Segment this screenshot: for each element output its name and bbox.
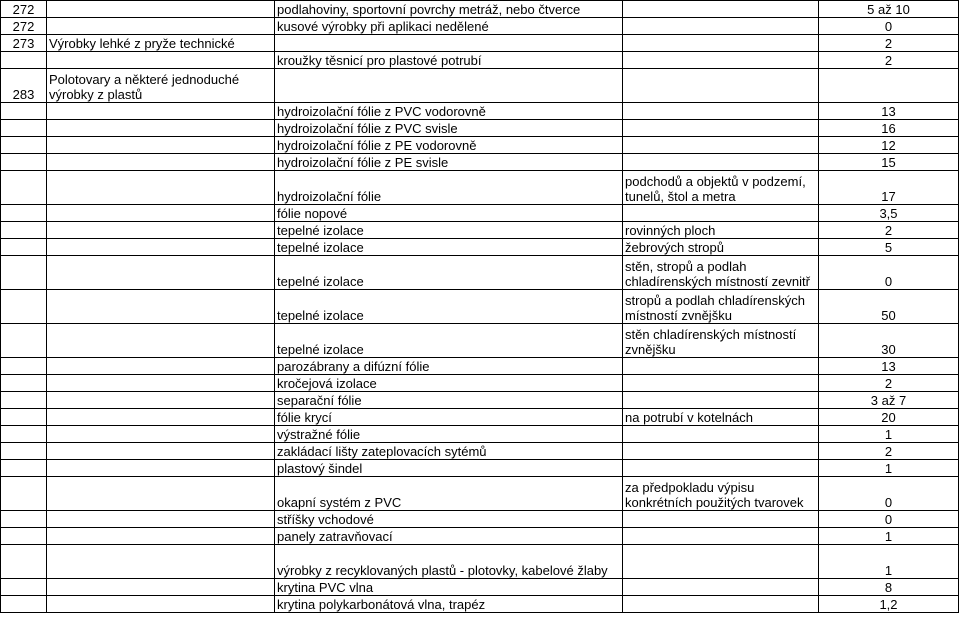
row-number-cell: [1, 579, 47, 596]
table-row: [1, 477, 959, 511]
category-cell: [47, 290, 275, 324]
table-row: [1, 290, 959, 324]
value-cell: 2: [819, 52, 959, 69]
table-row: [1, 137, 959, 154]
table-row: [1, 511, 959, 528]
usage-cell: [623, 528, 819, 545]
row-number-cell: [1, 154, 47, 171]
value-cell: 1: [819, 545, 959, 579]
value-cell: 8: [819, 579, 959, 596]
category-cell: [47, 511, 275, 528]
category-cell: [47, 120, 275, 137]
row-number-cell: [1, 290, 47, 324]
item-cell: tepelné izolace: [275, 222, 623, 239]
category-cell: [47, 154, 275, 171]
category-cell: [47, 205, 275, 222]
value-cell: 13: [819, 358, 959, 375]
category-cell: [47, 409, 275, 426]
value-cell: 5: [819, 239, 959, 256]
value-cell: 2: [819, 375, 959, 392]
usage-cell: stropů a podlah chladírenských místností zvnějšku: [623, 290, 819, 324]
usage-cell: [623, 443, 819, 460]
item-cell: fólie nopové: [275, 205, 623, 222]
category-cell: [47, 596, 275, 613]
category-cell: [47, 443, 275, 460]
item-cell: kročejová izolace: [275, 375, 623, 392]
category-cell: [47, 324, 275, 358]
item-cell: stříšky vchodové: [275, 511, 623, 528]
value-cell: 1,2: [819, 596, 959, 613]
row-number-cell: 273: [1, 35, 47, 52]
usage-cell: [623, 154, 819, 171]
value-cell: 2: [819, 443, 959, 460]
item-cell: plastový šindel: [275, 460, 623, 477]
usage-cell: stěn, stropů a podlah chladírenských místností zevnitř: [623, 256, 819, 290]
row-number-cell: [1, 409, 47, 426]
table-row: [1, 1, 959, 18]
row-number-cell: [1, 120, 47, 137]
usage-cell: [623, 18, 819, 35]
category-cell: [47, 18, 275, 35]
item-cell: [275, 35, 623, 52]
category-cell: [47, 103, 275, 120]
category-cell: [47, 375, 275, 392]
usage-cell: [623, 579, 819, 596]
value-cell: 0: [819, 18, 959, 35]
item-cell: kusové výrobky při aplikaci nedělené: [275, 18, 623, 35]
row-number-cell: [1, 324, 47, 358]
row-number-cell: [1, 392, 47, 409]
row-number-cell: [1, 52, 47, 69]
table-row: [1, 375, 959, 392]
item-cell: hydroizolační fólie: [275, 171, 623, 205]
usage-cell: [623, 545, 819, 579]
table-row: [1, 460, 959, 477]
category-cell: [47, 579, 275, 596]
value-cell: 16: [819, 120, 959, 137]
table-row: [1, 69, 959, 103]
value-cell: 0: [819, 256, 959, 290]
table-row: [1, 239, 959, 256]
row-number-cell: [1, 137, 47, 154]
value-cell: 20: [819, 409, 959, 426]
item-cell: parozábrany a difúzní fólie: [275, 358, 623, 375]
item-cell: separační fólie: [275, 392, 623, 409]
row-number-cell: [1, 477, 47, 511]
usage-cell: stěn chladírenských místností zvnějšku: [623, 324, 819, 358]
row-number-cell: [1, 545, 47, 579]
row-number-cell: [1, 222, 47, 239]
value-cell: [819, 69, 959, 103]
usage-cell: za předpokladu výpisu konkrétních použitých tvarovek: [623, 477, 819, 511]
item-cell: [275, 69, 623, 103]
value-cell: 2: [819, 35, 959, 52]
item-cell: tepelné izolace: [275, 239, 623, 256]
item-cell: hydroizolační fólie z PE vodorovně: [275, 137, 623, 154]
category-cell: [47, 528, 275, 545]
row-number-cell: [1, 443, 47, 460]
table-row: [1, 324, 959, 358]
category-cell: [47, 426, 275, 443]
category-cell: [47, 392, 275, 409]
usage-cell: [623, 103, 819, 120]
value-cell: 3,5: [819, 205, 959, 222]
table-row: [1, 579, 959, 596]
table-row: [1, 171, 959, 205]
table-row: [1, 358, 959, 375]
usage-cell: [623, 460, 819, 477]
item-cell: výstražné fólie: [275, 426, 623, 443]
table-row: [1, 154, 959, 171]
value-cell: 12: [819, 137, 959, 154]
usage-cell: [623, 392, 819, 409]
category-cell: [47, 239, 275, 256]
usage-cell: žebrových stropů: [623, 239, 819, 256]
item-cell: hydroizolační fólie z PVC svisle: [275, 120, 623, 137]
table-row: [1, 426, 959, 443]
row-number-cell: 283: [1, 69, 47, 103]
value-cell: 30: [819, 324, 959, 358]
table-row: [1, 222, 959, 239]
item-cell: krytina PVC vlna: [275, 579, 623, 596]
row-number-cell: [1, 256, 47, 290]
row-number-cell: [1, 596, 47, 613]
category-cell: [47, 545, 275, 579]
table-body: [1, 1, 959, 613]
usage-cell: [623, 375, 819, 392]
table-row: [1, 596, 959, 613]
value-cell: 0: [819, 477, 959, 511]
table-row: [1, 528, 959, 545]
item-cell: podlahoviny, sportovní povrchy metráž, nebo čtverce: [275, 1, 623, 18]
value-cell: 50: [819, 290, 959, 324]
usage-cell: [623, 426, 819, 443]
row-number-cell: 272: [1, 18, 47, 35]
value-cell: 13: [819, 103, 959, 120]
row-number-cell: [1, 528, 47, 545]
table-row: [1, 256, 959, 290]
table-row: [1, 545, 959, 579]
value-cell: 1: [819, 460, 959, 477]
item-cell: fólie krycí: [275, 409, 623, 426]
row-number-cell: [1, 358, 47, 375]
row-number-cell: [1, 511, 47, 528]
value-cell: 1: [819, 528, 959, 545]
usage-cell: [623, 358, 819, 375]
category-cell: [47, 222, 275, 239]
table-row: [1, 35, 959, 52]
table-row: [1, 392, 959, 409]
item-cell: tepelné izolace: [275, 256, 623, 290]
usage-cell: na potrubí v kotelnách: [623, 409, 819, 426]
table-row: [1, 18, 959, 35]
item-cell: hydroizolační fólie z PE svisle: [275, 154, 623, 171]
table-row: [1, 120, 959, 137]
value-cell: 1: [819, 426, 959, 443]
category-cell: Polotovary a některé jednoduché výrobky z plastů: [47, 69, 275, 103]
row-number-cell: [1, 171, 47, 205]
usage-cell: [623, 511, 819, 528]
usage-cell: rovinných ploch: [623, 222, 819, 239]
table-row: [1, 52, 959, 69]
item-cell: tepelné izolace: [275, 290, 623, 324]
usage-cell: podchodů a objektů v podzemí, tunelů, štol a metra: [623, 171, 819, 205]
row-number-cell: [1, 375, 47, 392]
item-cell: zakládací lišty zateplovacích sytémů: [275, 443, 623, 460]
value-cell: 2: [819, 222, 959, 239]
item-cell: kroužky těsnicí pro plastové potrubí: [275, 52, 623, 69]
usage-cell: [623, 35, 819, 52]
value-cell: 0: [819, 511, 959, 528]
row-number-cell: 272: [1, 1, 47, 18]
item-cell: výrobky z recyklovaných plastů - plotovky, kabelové žlaby: [275, 545, 623, 579]
value-cell: 15: [819, 154, 959, 171]
row-number-cell: [1, 103, 47, 120]
row-number-cell: [1, 426, 47, 443]
usage-cell: [623, 52, 819, 69]
table-row: [1, 443, 959, 460]
category-cell: [47, 137, 275, 154]
table-row: [1, 205, 959, 222]
category-cell: [47, 171, 275, 205]
category-cell: [47, 52, 275, 69]
row-number-cell: [1, 239, 47, 256]
category-cell: [47, 256, 275, 290]
row-number-cell: [1, 205, 47, 222]
item-cell: hydroizolační fólie z PVC vodorovně: [275, 103, 623, 120]
category-cell: [47, 358, 275, 375]
category-cell: Výrobky lehké z pryže technické: [47, 35, 275, 52]
usage-cell: [623, 205, 819, 222]
usage-cell: [623, 596, 819, 613]
category-cell: [47, 1, 275, 18]
category-cell: [47, 460, 275, 477]
value-cell: 17: [819, 171, 959, 205]
usage-cell: [623, 69, 819, 103]
item-cell: krytina polykarbonátová vlna, trapéz: [275, 596, 623, 613]
value-cell: 3 až 7: [819, 392, 959, 409]
usage-cell: [623, 137, 819, 154]
item-cell: tepelné izolace: [275, 324, 623, 358]
table-row: [1, 409, 959, 426]
category-cell: [47, 477, 275, 511]
item-cell: panely zatravňovací: [275, 528, 623, 545]
table-row: [1, 103, 959, 120]
usage-cell: [623, 1, 819, 18]
row-number-cell: [1, 460, 47, 477]
value-cell: 5 až 10: [819, 1, 959, 18]
item-cell: okapní systém z PVC: [275, 477, 623, 511]
usage-cell: [623, 120, 819, 137]
